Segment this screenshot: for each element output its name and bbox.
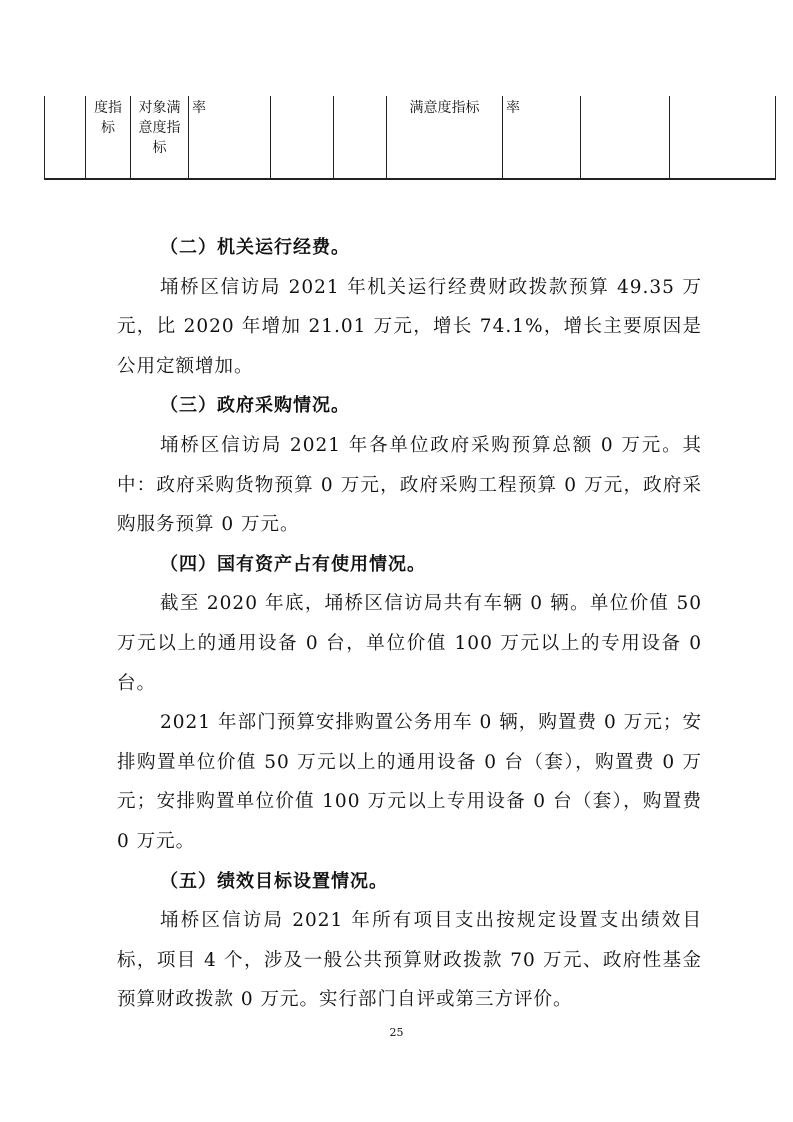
section-heading: （四）国有资产占有使用情况。 — [160, 553, 426, 575]
section-heading: （二）机关运行经费。 — [160, 237, 350, 258]
table-cell: 率 — [189, 96, 271, 179]
table-cell — [581, 96, 670, 179]
performance-table-fragment — [44, 96, 776, 180]
paragraph: 埇桥区信访局 2021 年各单位政府采购预算总额 0 万元。其中：政府采购货物预算 0 万元，政府采购工程预算 0 万元，政府采购服务预算 0 万元。 — [117, 434, 702, 536]
table-cell — [271, 96, 334, 179]
table-cell — [670, 96, 776, 179]
paragraph: 2021 年部门预算安排购置公务用车 0 辆，购置费 0 万元；安排购置单位价值 50 万元以上的通用设备 0 台（套），购置费 0 万元；安排购置单位价值 100 万元以上专用设备 0 台（套），购置费 0 万元。 — [117, 712, 702, 852]
section-heading: （三）政府采购情况。 — [160, 395, 350, 417]
table-cell: 度指标 — [86, 96, 131, 179]
paragraph: 埇桥区信访局 2021 年机关运行经费财政拨款预算 49.35 万元，比 2020 年增加 21.01 万元，增长 74.1%，增长主要原因是公用定额增加。 — [117, 276, 702, 377]
paragraph: 截至 2020 年底，埇桥区信访局共有车辆 0 辆。单位价值 50 万元以上的通用设备 0 台，单位价值 100 万元以上的专用设备 0 台。 — [117, 593, 702, 694]
paragraph: 埇桥区信访局 2021 年所有项目支出按规定设置支出绩效目标，项目 4 个，涉及一般公共预算财政拨款 70 万元、政府性基金预算财政拨款 0 万元。实行部门自评或第三方评价。 — [117, 910, 702, 1011]
table-row — [45, 96, 776, 179]
document-body — [117, 228, 702, 1020]
page-number: 25 — [389, 1026, 404, 1039]
table-cell: 对象满意度指标 — [131, 96, 189, 179]
section-heading: （五）绩效目标设置情况。 — [160, 870, 388, 892]
table-cell: 满意度指标 — [387, 96, 503, 179]
table-cell — [45, 96, 86, 179]
table-cell — [334, 96, 387, 179]
table-cell: 率 — [503, 96, 581, 179]
